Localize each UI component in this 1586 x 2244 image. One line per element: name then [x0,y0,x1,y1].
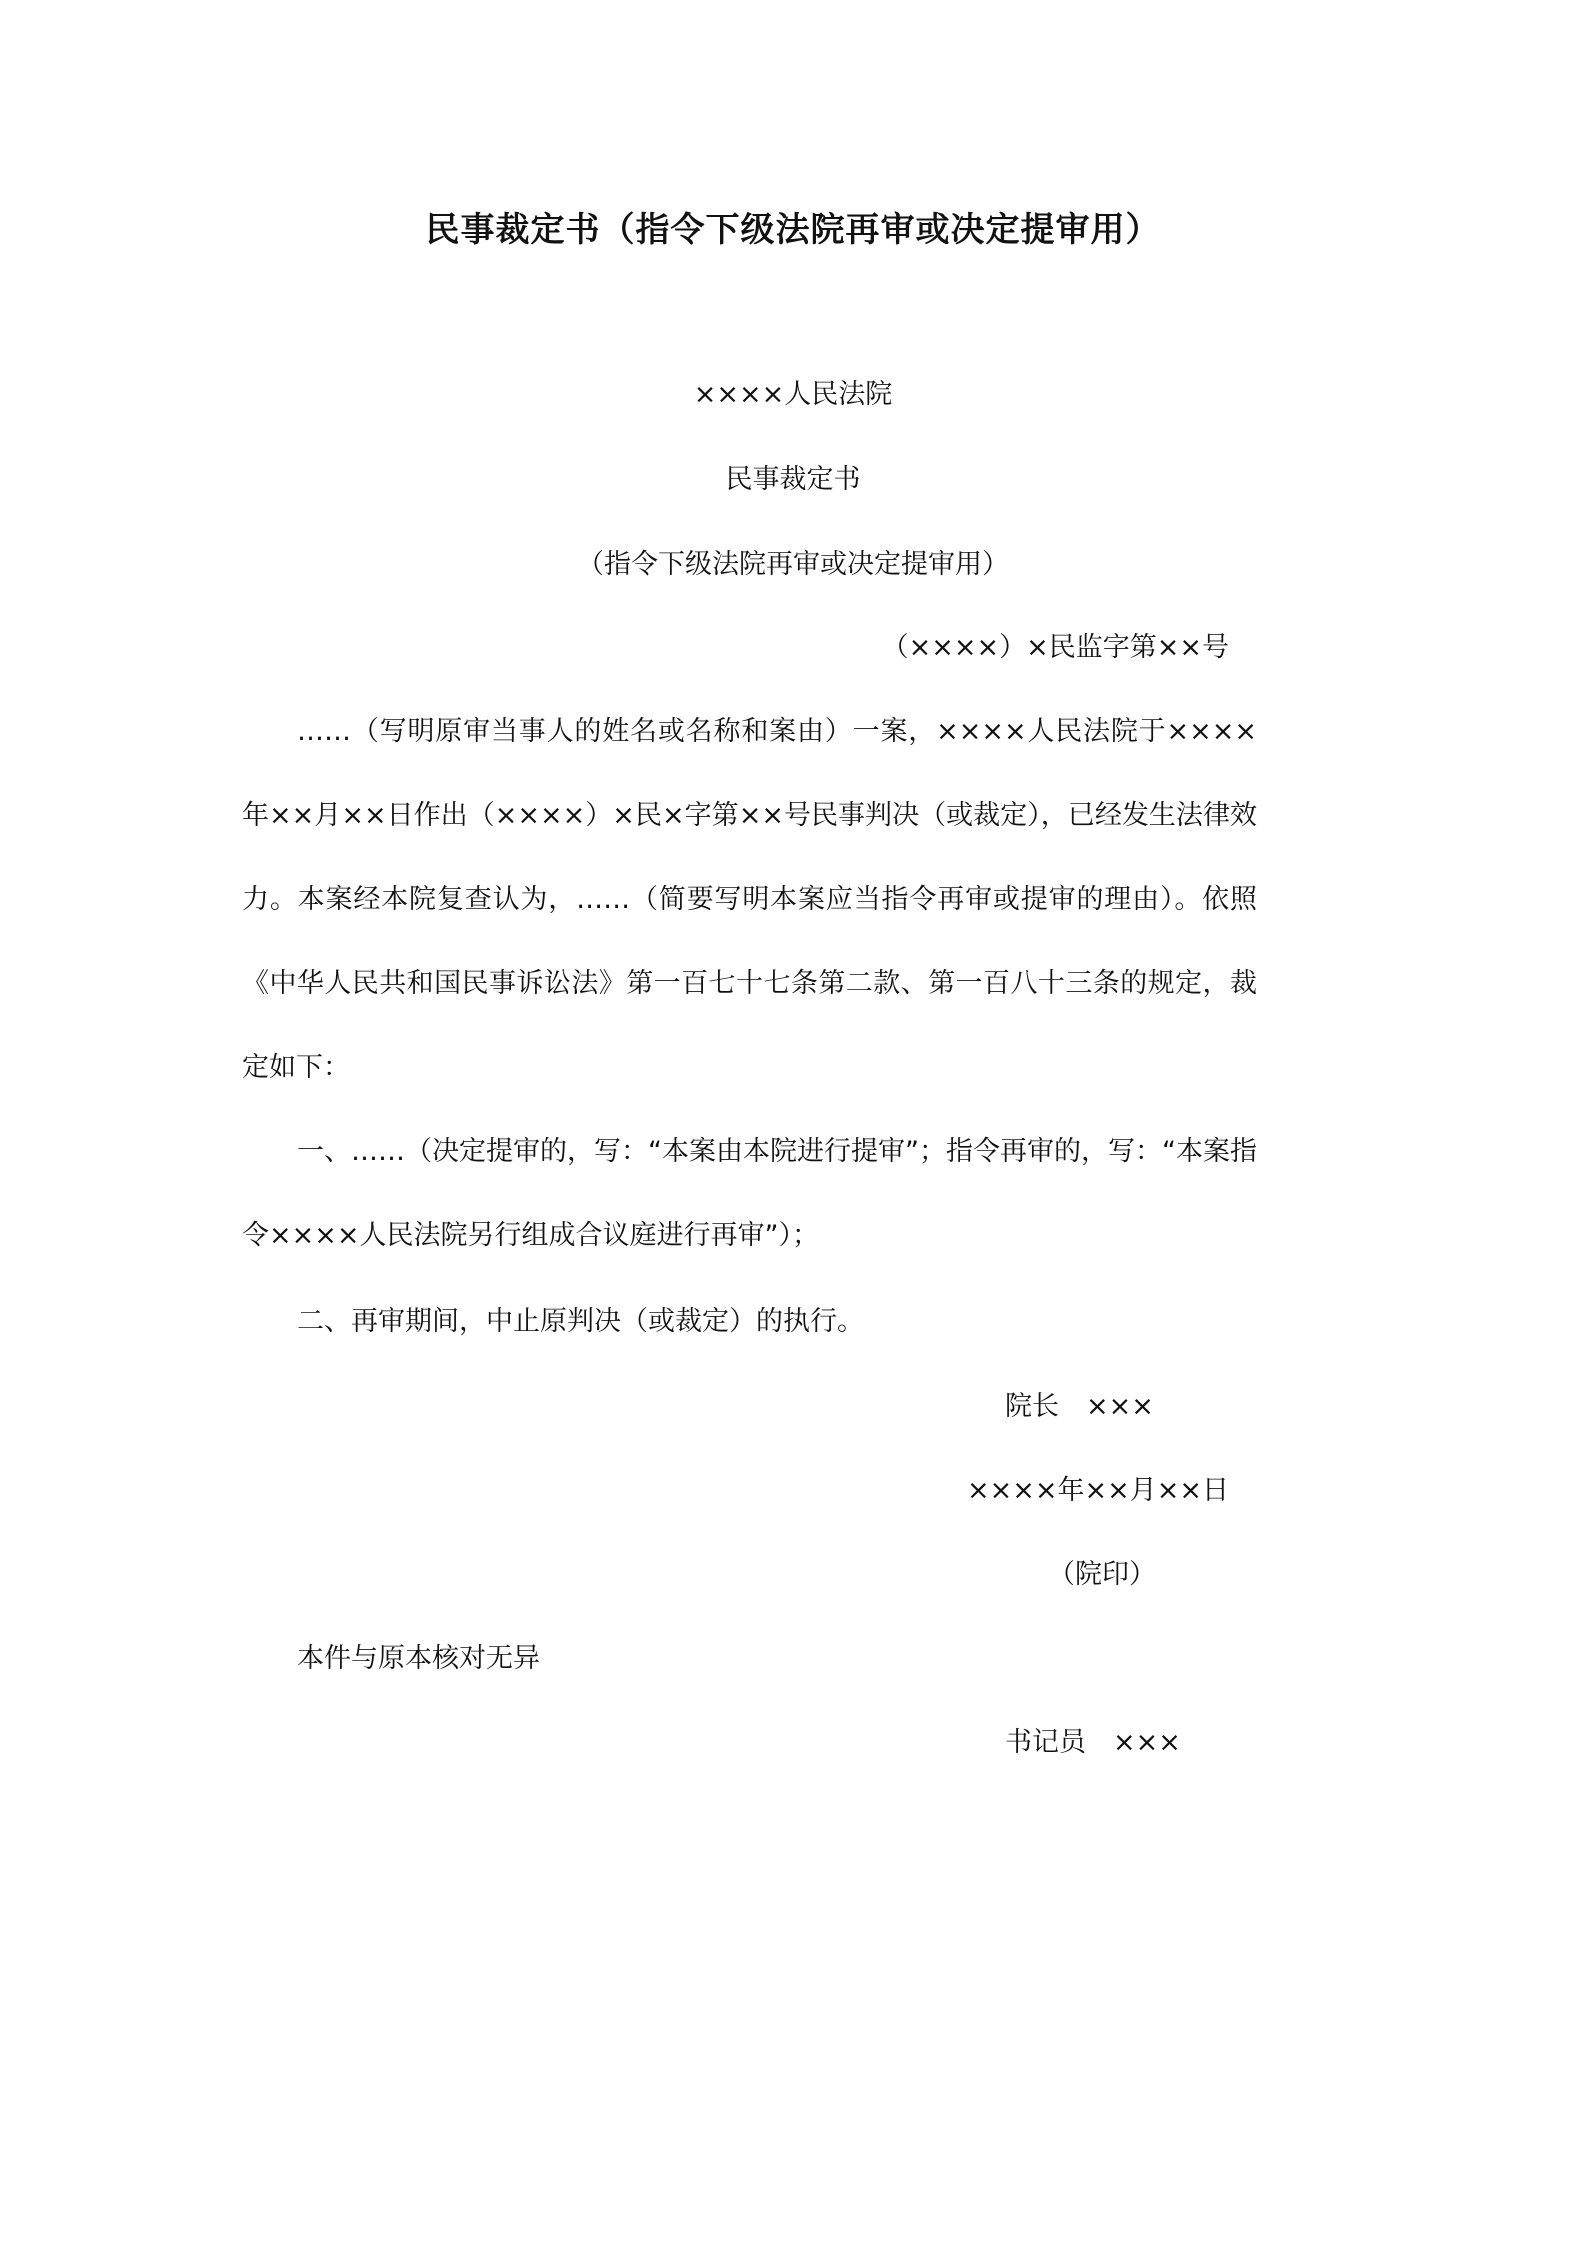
body-paragraph-ruling-two: 二、再审期间，中止原判决（或裁定）的执行。 [297,1306,864,1337]
body-paragraph-ruling-one: 一、……（决定提审的，写：“本案由本院进行提审”；指令再审的，写：“本案指令××××人民法院另行组成合议庭进行再审”）； [242,1136,1257,1251]
court-name: ××××人民法院 [693,379,893,410]
document-type-heading: 民事裁定书 [725,464,861,495]
document-main-title: 民事裁定书（指令下级法院再审或决定提审用） [425,210,1161,250]
certification-note: 本件与原本核对无异 [297,1643,540,1674]
court-seal-note: （院印） [1048,1559,1156,1590]
document-subtitle: （指令下级法院再审或决定提审用） [577,549,1009,580]
case-number: （××××）×民监字第××号 [881,632,1229,663]
clerk-signature: 书记员 ××× [1005,1727,1181,1758]
president-signature: 院长 ××× [1005,1391,1154,1422]
ruling-date: ××××年××月××日 [967,1475,1229,1506]
body-paragraph-facts: ……（写明原审当事人的姓名或名称和案由）一案，××××人民法院于××××年××月××日作出（××××）×民×字第××号民事判决（或裁定），已经发生法律效力。本案经本院复查认为，……（简要写明本案应当指令再审或提审的理由）。依照《中华人民共和国民事诉讼法》第一百七十七条第二款、第一百八十三条的规定，裁定如下： [242,716,1257,1083]
